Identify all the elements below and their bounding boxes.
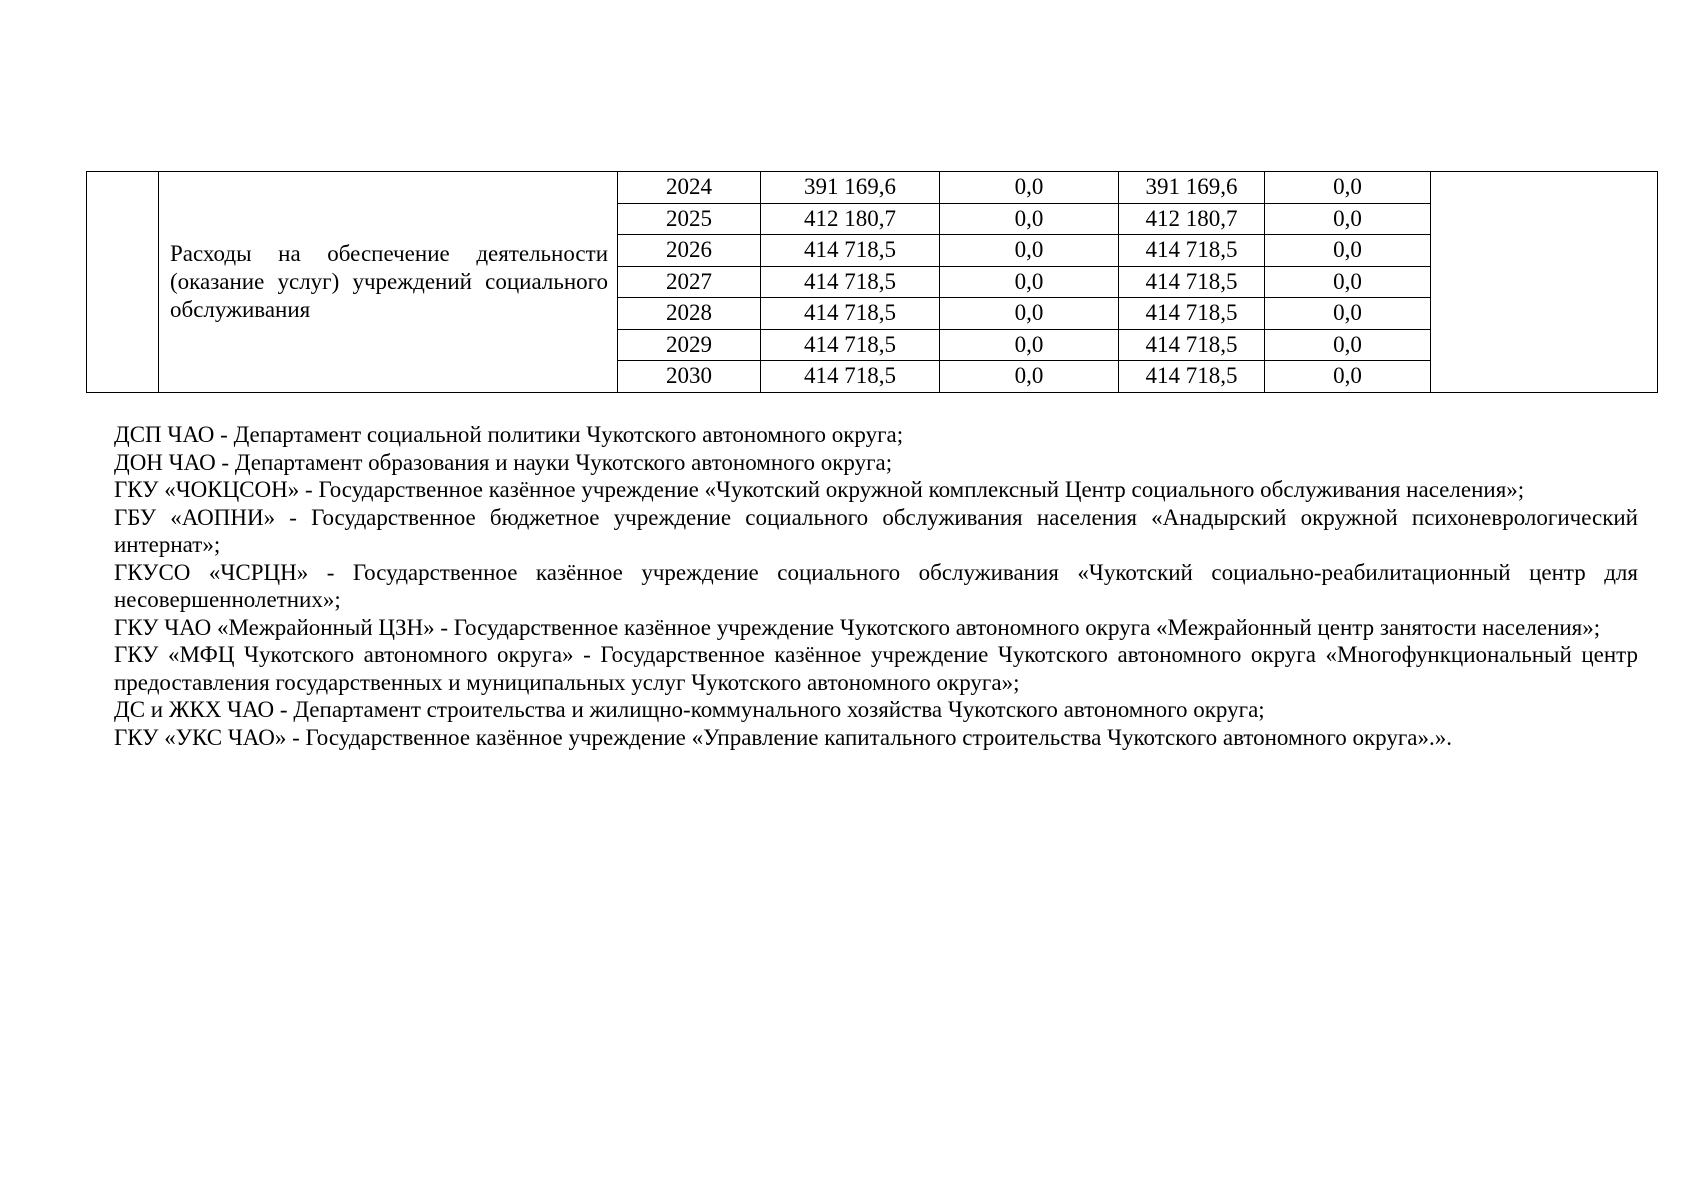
abbreviation-note: ГКУ «УКС ЧАО» - Государственное казённое учреждение «Управление капитального строительства Чукотского автономного округа».». [114, 724, 1452, 750]
abbreviation-note: ДС и ЖКХ ЧАО - Департамент строительства и жилищно-коммунального хозяйства Чукотского автономного округа; [114, 697, 1265, 722]
total-cell: 414 718,5 [761, 329, 940, 361]
value-cell: 0,0 [1265, 235, 1431, 267]
value-cell: 0,0 [940, 298, 1119, 330]
year-cell: 2025 [618, 203, 761, 235]
value-cell: 414 718,5 [1119, 266, 1265, 298]
value-cell: 0,0 [940, 266, 1119, 298]
year-cell: 2026 [618, 235, 761, 267]
number-cell [87, 172, 159, 393]
value-cell: 0,0 [940, 172, 1119, 204]
value-cell: 0,0 [940, 329, 1119, 361]
value-cell: 0,0 [940, 361, 1119, 393]
abbreviation-note: ГКУ ЧАО «Межрайонный ЦЗН» - Государственное казённое учреждение Чукотского автономного округа «Межрайонный центр занятости населения»; [114, 614, 1601, 640]
abbreviation-note: ДОН ЧАО - Департамент образования и науки Чукотского автономного округа; [114, 449, 893, 475]
value-cell: 414 718,5 [1119, 235, 1265, 267]
value-cell: 0,0 [940, 235, 1119, 267]
value-cell: 0,0 [1265, 298, 1431, 330]
year-cell: 2024 [618, 172, 761, 204]
total-cell: 414 718,5 [761, 298, 940, 330]
budget-table [86, 171, 1658, 393]
abbreviation-note: ГКУСО «ЧСРЦН» - Государственное казённое учреждение социального обслуживания «Чукотский социально-реабилитационный центр для несовершеннолетних»; [114, 559, 1638, 612]
total-cell: 414 718,5 [761, 235, 940, 267]
abbreviation-note: ГКУ «ЧОКЦСОН» - Государственное казённое учреждение «Чукотский окружной комплексный Центр социального обслуживания населения»; [114, 477, 1525, 502]
value-cell: 391 169,6 [1119, 172, 1265, 204]
total-cell: 414 718,5 [761, 361, 940, 393]
total-cell: 412 180,7 [761, 203, 940, 235]
value-cell: 0,0 [1265, 329, 1431, 361]
value-cell: 414 718,5 [1119, 298, 1265, 330]
abbreviation-note: ГКУ «МФЦ Чукотского автономного округа» - Государственное казённое учреждение Чукотского автономного округа «Многофункциональный центр предоставления государственных и муниципальных услуг Чукотского автономного округа»; [114, 642, 1638, 695]
value-cell: 0,0 [1265, 203, 1431, 235]
year-cell: 2027 [618, 266, 761, 298]
value-cell: 0,0 [1265, 361, 1431, 393]
table-row [87, 172, 1658, 204]
executor-cell [1431, 172, 1658, 393]
value-cell: 0,0 [1265, 266, 1431, 298]
value-cell: 414 718,5 [1119, 361, 1265, 393]
total-cell: 391 169,6 [761, 172, 940, 204]
abbreviations-list [114, 421, 1638, 751]
abbreviation-note: ГБУ «АОПНИ» - Государственное бюджетное учреждение социального обслуживания населения «Анадырский окружной психоневрологический интернат»; [114, 504, 1638, 557]
value-cell: 0,0 [940, 203, 1119, 235]
year-cell: 2029 [618, 329, 761, 361]
year-cell: 2030 [618, 361, 761, 393]
abbreviation-note: ДСП ЧАО - Департамент социальной политики Чукотского автономного округа; [114, 422, 904, 447]
value-cell: 0,0 [1265, 172, 1431, 204]
total-cell: 414 718,5 [761, 266, 940, 298]
description-cell: Расходы на обеспечение деятельности (оказание услуг) учреждений социального обслуживания [159, 172, 618, 393]
year-cell: 2028 [618, 298, 761, 330]
value-cell: 414 718,5 [1119, 329, 1265, 361]
value-cell: 412 180,7 [1119, 203, 1265, 235]
